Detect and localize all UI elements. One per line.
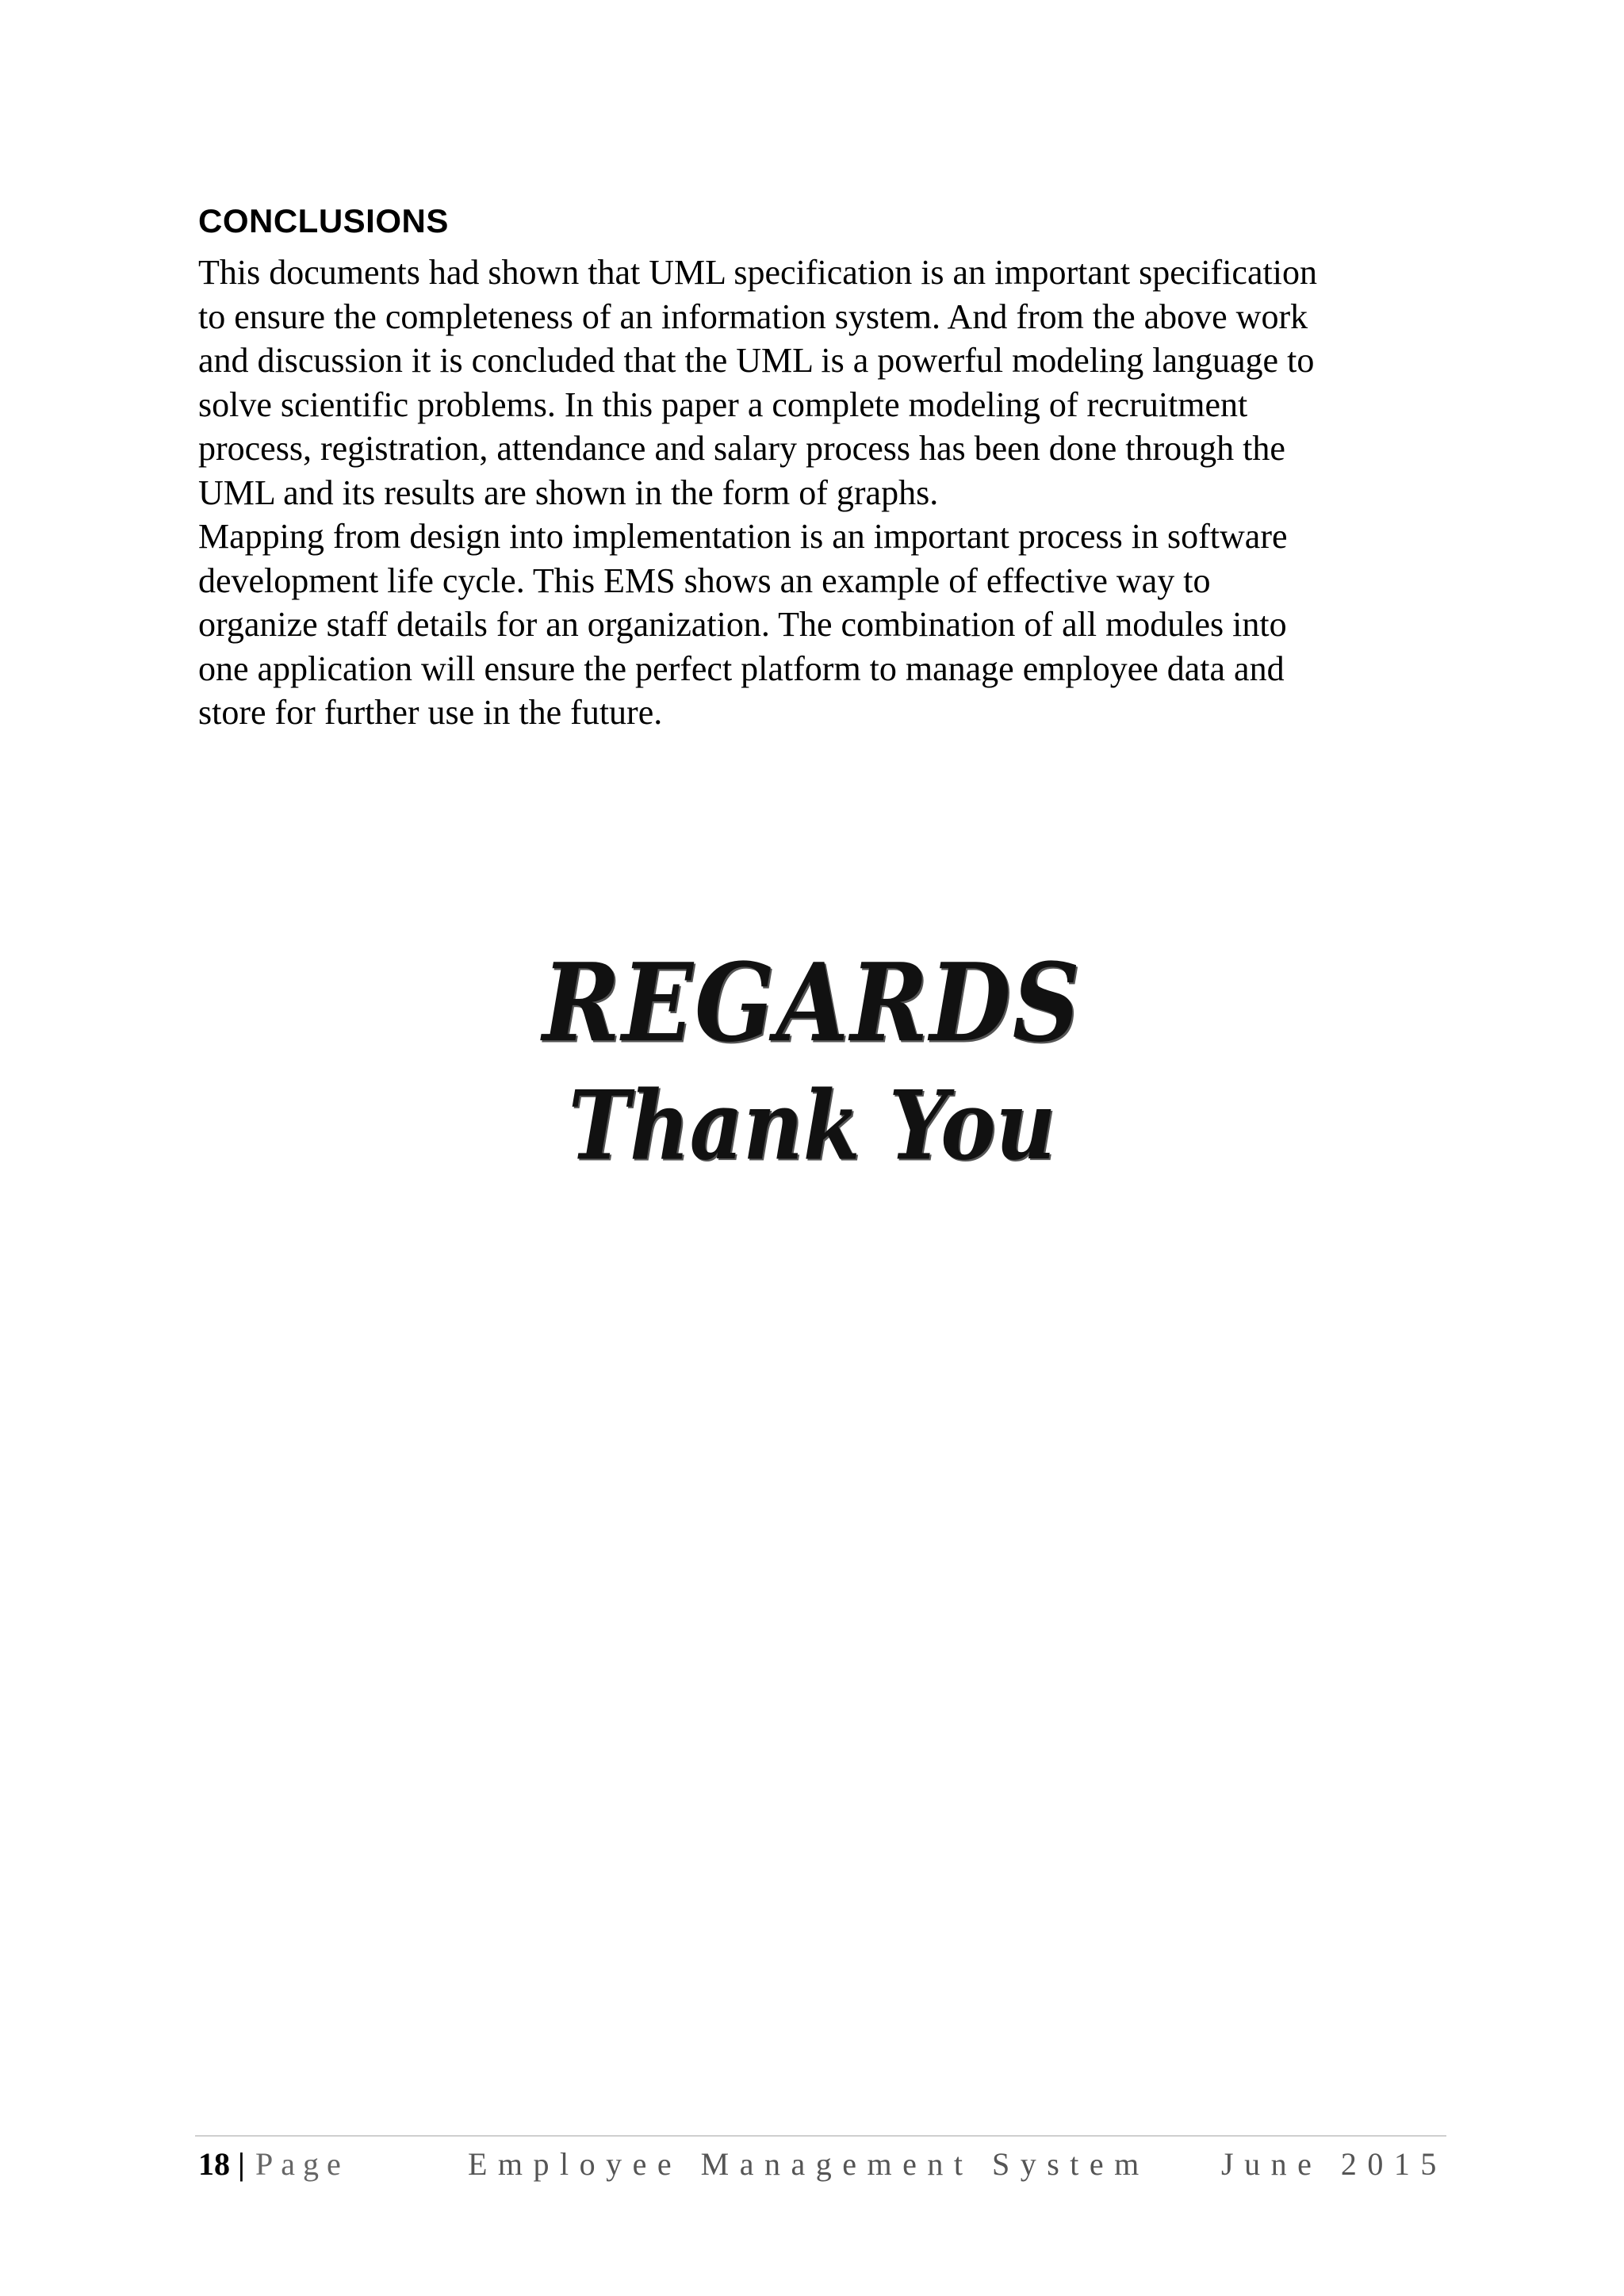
paragraph: Mapping from design into implementation is an important process in software development life cycle. This EMS shows an example of effective way to organize staff details for an organization. The combination of all modules into one application will ensure the perfect platform to manage employee data and store for further use in the future. — [198, 517, 1288, 732]
paragraph: This documents had shown that UML specification is an important specification to ensure the completeness of an information system. And from the above work and discussion it is concluded that the UML is a powerful modeling language to solve scientific problems. In this paper a complete modeling of recruitment process, registration, attendance and salary process has been done through the UML and its results are shown in the form of graphs. — [198, 253, 1317, 512]
regards-title: REGARDS — [542, 939, 1082, 1066]
section-heading: CONCLUSIONS — [198, 202, 449, 239]
page-number: 18 | — [198, 2146, 245, 2182]
footer-title: Employee Management System — [468, 2146, 1150, 2182]
footer-divider — [195, 2135, 1446, 2137]
page-label: Page — [255, 2146, 349, 2182]
thank-you-text: Thank You — [568, 1069, 1056, 1182]
body-text — [198, 251, 1451, 735]
footer-date: June 2015 — [1221, 2146, 1447, 2182]
page-footer — [198, 2141, 1451, 2188]
